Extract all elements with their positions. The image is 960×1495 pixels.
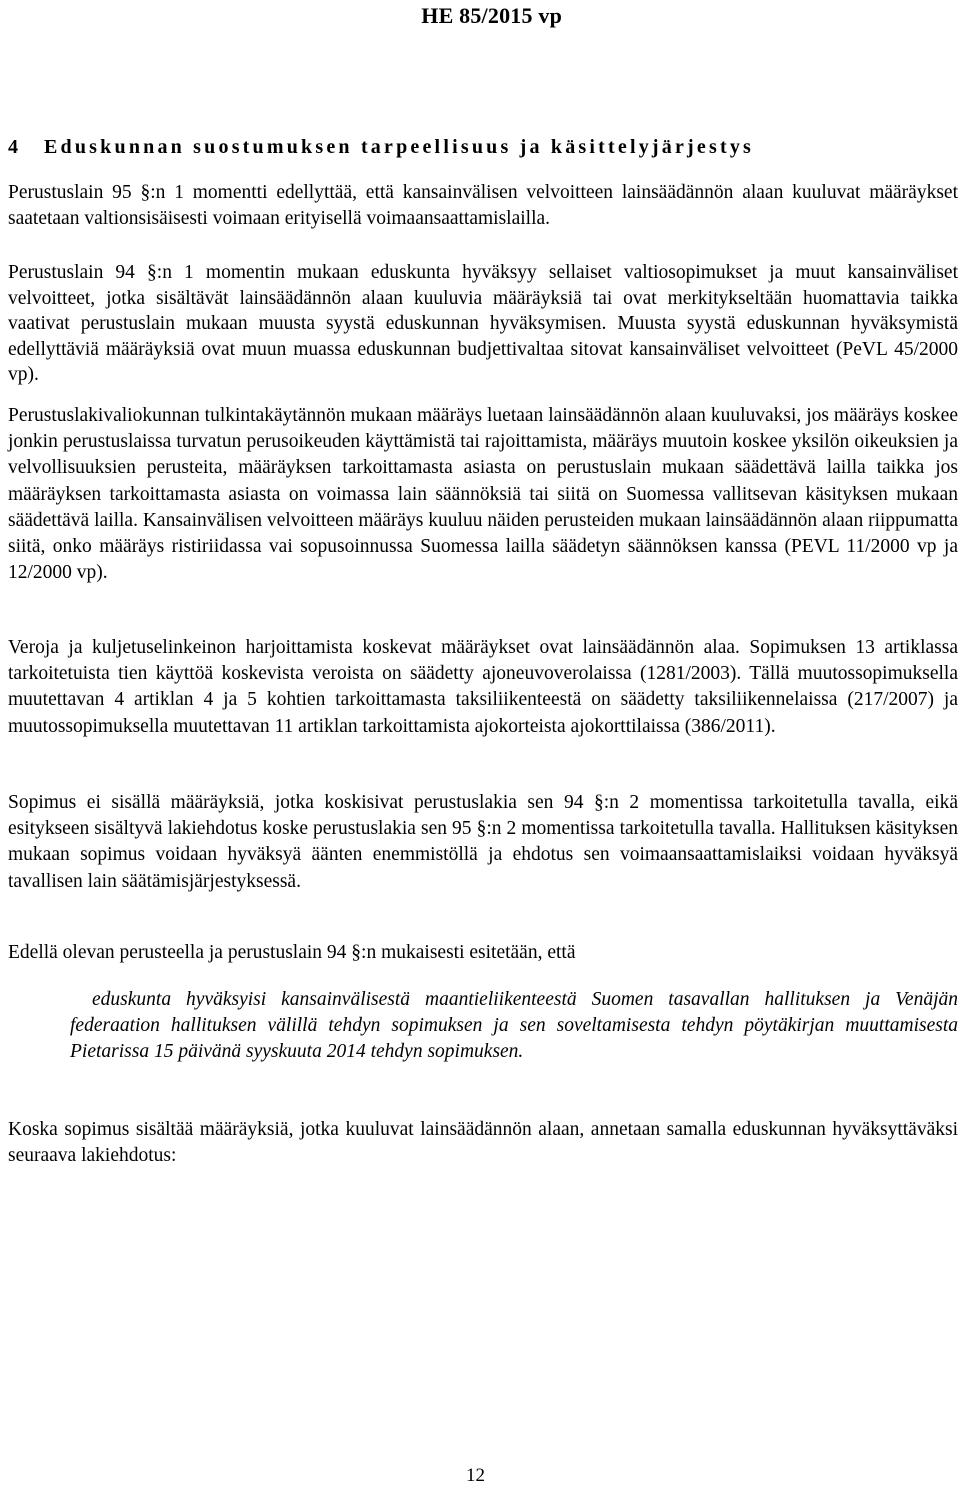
paragraph-proposal-intro: Edellä olevan perusteella ja perustuslain 94 §:n mukaisesti esitetään, että <box>8 942 576 963</box>
proposal-statement <box>70 987 958 1065</box>
paragraph-committee-interpretation: Perustuslakivaliokunnan tulkintakäytännön mukaan määräys luetaan lainsäädännön alaan kuuluvaksi, jos määräys koskee jonkin perustuslaissa turvatun perusoikeuden käyttämistä tai rajoittamista, määräys muutoin koskee yksilön oikeuksien ja velvollisuuksien perusteita, määräyksen tarkoittamasta asiasta on perustuslain mukaan säädettävä lailla taikka jos määräyksen tarkoittamasta asiasta on voimassa lain säännöksiä tai siitä on Suomessa vallitsevan käsityksen mukaan säädettävä lailla. Kansainvälisen velvoitteen määräys kuuluu näiden perusteiden mukaan lainsäädännön alaan riippumatta siitä, onko määräys ristiriidassa vai sopusoinnussa Suomessa lailla säädetyn säännöksen kanssa (PEVL 11/2000 vp ja 12/2000 vp). <box>8 405 958 584</box>
paragraph-constitutional-procedure: Sopimus ei sisällä määräyksiä, jotka koskisivat perustuslakia sen 94 §:n 2 momentissa tarkoitetulla tavalla, eikä esitykseen sisältyvä lakiehdotus koske perustuslakia sen 95 §:n 2 momentissa tarkoitetulla tavalla. Hallituksen käsityksen mukaan sopimus voidaan hyväksyä äänten enemmistöllä ja ehdotus sen voimaansaattamislaiksi voidaan hyväksyä tavallisen lain säätämisjärjestyksessä. <box>8 792 958 892</box>
page-number: 12 <box>466 1465 485 1486</box>
document-identifier: HE 85/2015 vp <box>421 3 562 28</box>
paragraph-taxes-transport: Veroja ja kuljetuselinkeinon harjoittamista koskevat määräykset ovat lainsäädännön alaa. Sopimuksen 13 artiklassa tarkoitetuista tien käyttöä koskevista veroista on säädetty ajoneuvoverolaissa (1281/2003). Tällä muutossopimuksella muutettavan 4 artiklan 4 ja 5 kohtien tarkoittamasta taksiliikenteestä on säädetty taksiliikennelaissa (217/2007) ja muutossopimuksella muutettavan 11 artiklan tarkoittamista ajokorteista ajokorttilaissa (386/2011). <box>8 637 958 737</box>
section-title: Eduskunnan suostumuksen tarpeellisuus ja käsittelyjärjestys <box>44 136 755 158</box>
section-heading <box>8 136 754 159</box>
paragraph-parliament-approval: Perustuslain 94 §:n 1 momentin mukaan eduskunta hyväksyy sellaiset valtiosopimukset ja muut kansainväliset velvoitteet, jotka sisältävät lainsäädännön alaan kuuluvia määräyksiä tai ovat merkitykseltään huomattavia taikka vaativat perustuslain mukaan muusta syystä eduskunnan hyväksymisen. Muusta syystä eduskunnan hyväksymistä edellyttäviä määräyksiä ovat muun muassa eduskunnan budjettivaltaa sitovat kansainväliset velvoitteet (PeVL 45/2000 vp). <box>8 262 958 385</box>
paragraph-implementation-law: Perustuslain 95 §:n 1 momentti edellyttää, että kansainvälisen velvoitteen lainsäädännön alaan kuuluvat määräykset saatetaan valtionsisäisesti voimaan erityisellä voimaansaattamislailla. <box>8 182 958 230</box>
section-number: 4 <box>8 136 18 158</box>
proposal-text: eduskunta hyväksyisi kansainvälisestä maantieliikenteestä Suomen tasavallan hallituksen ja Venäjän federaation hallituksen välillä tehdyn sopimuksen ja sen soveltamisesta tehdyn pöytäkirjan muuttamisesta Pietarissa 15 päivänä syyskuuta 2014 tehdyn sopimuksen. <box>70 989 958 1062</box>
paragraph-closing: Koska sopimus sisältää määräyksiä, jotka kuuluvat lainsäädännön alaan, annetaan samalla eduskunnan hyväksyttäväksi seuraava lakiehdotus: <box>8 1119 958 1167</box>
